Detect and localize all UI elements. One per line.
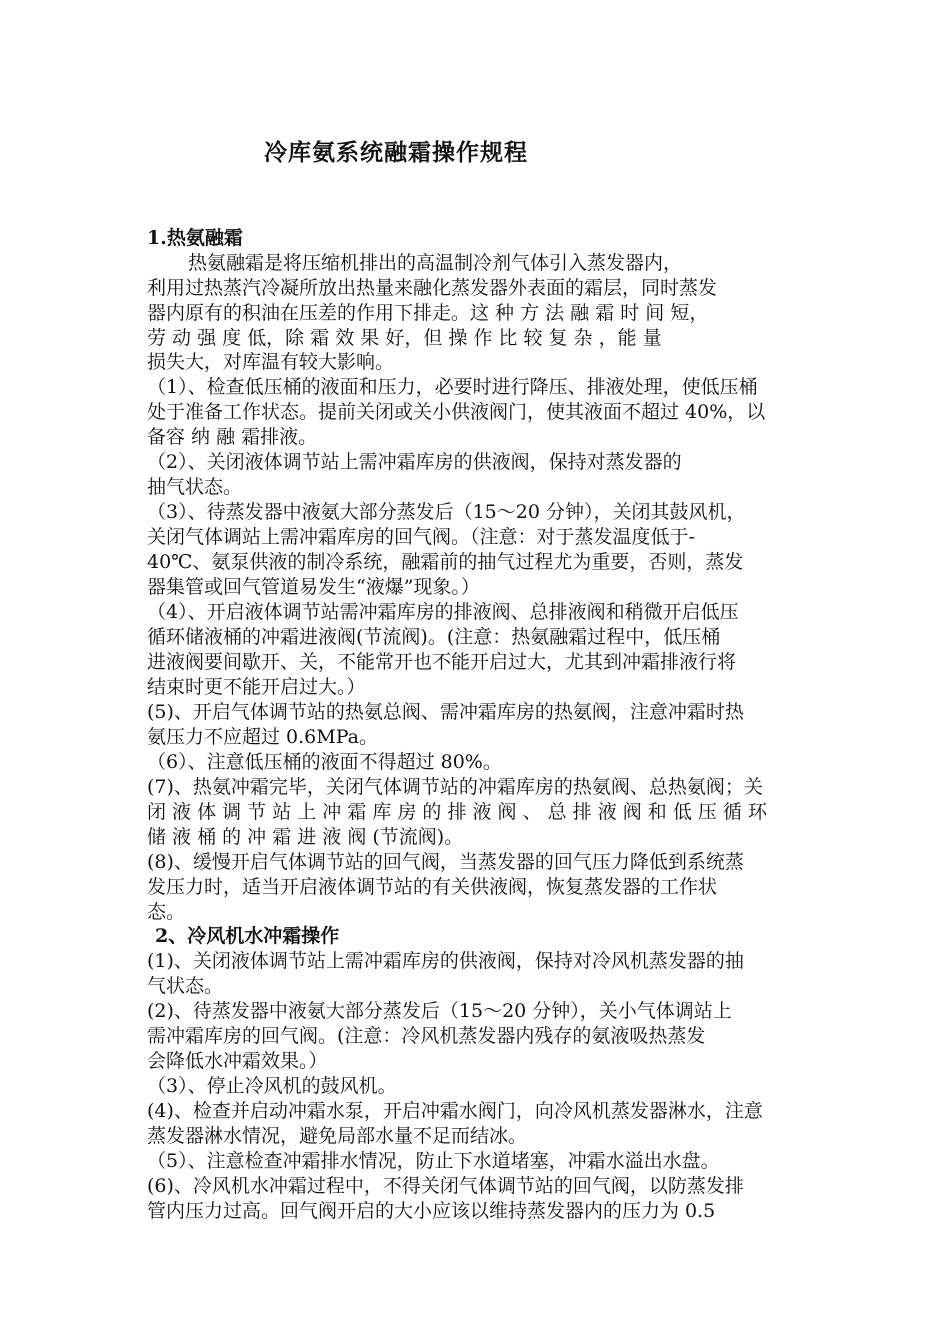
step-line: 会降低水冲霜效果。）	[147, 1050, 328, 1072]
step-line: 氨压力不应超过 0.6MPa。	[147, 726, 378, 748]
step-line: (6)、冷风机水冲霜过程中，不得关闭气体调节站的回气阀，以防蒸发排	[147, 1175, 744, 1197]
step-line: （3）、待蒸发器中液氨大部分蒸发后（15～20 分钟），关闭其鼓风机，	[147, 501, 746, 523]
step-line: 40℃、氨泵供液的制冷系统，融霜前的抽气过程尤为重要，否则，蒸发	[147, 551, 744, 573]
step-line: 蒸发器淋水情况，避免局部水量不足而结冰。	[147, 1125, 528, 1147]
step-line: 结束时更不能开启过大。）	[147, 676, 366, 698]
intro-line: 器内原有的积油在压差的作用下排走。这 种 方 法 融 霜 时 间 短，	[147, 302, 709, 324]
section-heading-hot-ammonia: 1.热氨融霜	[147, 227, 243, 249]
step-line: （6）、注意低压桶的液面不得超过 80%。	[147, 751, 502, 773]
step-line: (8)、缓慢开启气体调节站的回气阀，当蒸发器的回气压力降低到系统蒸	[147, 851, 744, 873]
step-line: 备容 纳 融 霜排液。	[147, 426, 318, 448]
step-line: 抽气状态。	[147, 476, 243, 498]
intro-line: 热氨融霜是将压缩机排出的高温制冷剂气体引入蒸发器内，	[188, 252, 683, 274]
step-line: 需冲霜库房的回气阀。(注意：冷风机蒸发器内残存的氨液吸热蒸发	[147, 1025, 706, 1047]
section-heading-water-defrost: 2、冷风机水冲霜操作	[155, 925, 340, 947]
document-title: 冷库氨系统融霜操作规程	[264, 139, 528, 166]
step-line: 循环储液桶的冲霜进液阀(节流阀)。(注意：热氨融霜过程中，低压桶	[147, 626, 721, 648]
step-line: 气状态。	[147, 975, 224, 997]
step-line: (7)、热氨冲霜完毕，关闭气体调节站的冲霜库房的热氨阀、总热氨阀；关	[147, 776, 763, 798]
step-line: （2）、关闭液体调节站上需冲霜库房的供液阀，保持对蒸发器的	[147, 451, 682, 473]
step-line: 发压力时，适当开启液体调节站的有关供液阀，恢复蒸发器的工作状	[147, 876, 718, 898]
step-line: 进液阀要间歇开、关，不能常开也不能开启过大，尤其到冲霜排液行将	[147, 651, 737, 673]
intro-line: 劳 动 强 度 低，除 霜 效 果 好，但 操 作 比 较 复 杂 ，能 量	[147, 327, 662, 349]
step-line: 关闭气体调站上需冲霜库房的回气阀。（注意：对于蒸发温度低于-	[147, 526, 695, 548]
step-line: 态。	[147, 901, 186, 923]
step-line: （5）、注意检查冲霜排水情况，防止下水道堵塞，冲霜水溢出水盘。	[147, 1150, 720, 1172]
step-line: （4）、开启液体调节站需冲霜库房的排液阀、总排液阀和稍微开启低压	[147, 601, 739, 623]
step-line: (5)、开启气体调节站的热氨总阀、需冲霜库房的热氨阀，注意冲霜时热	[147, 701, 744, 723]
step-line: （3）、停止冷风机的鼓风机。	[147, 1075, 397, 1097]
step-line: 储 液 桶 的 冲 霜 进 液 阀 (节流阀)。	[147, 826, 464, 848]
step-line: 管内压力过高。回气阀开启的大小应该以维持蒸发器内的压力为 0.5	[147, 1200, 716, 1222]
intro-line: 损失大，对库温有较大影响。	[147, 351, 395, 373]
step-line: 器集管或回气管道易发生“液爆”现象。）	[147, 576, 480, 598]
step-line: 闭 液 体 调 节 站 上 冲 霜 库 房 的 排 液 阀 、 总 排 液 阀 和 低 压 循 环	[147, 801, 767, 823]
intro-line: 利用过热蒸汽冷凝所放出热量来融化蒸发器外表面的霜层，同时蒸发	[147, 277, 718, 299]
step-line: 处于准备工作状态。提前关闭或关小供液阀门，使其液面不超过 40%，以	[147, 401, 766, 423]
step-line: (1)、关闭液体调节站上需冲霜库房的供液阀，保持对冷风机蒸发器的抽	[147, 950, 744, 972]
step-line: (4)、检查并启动冲霜水泵，开启冲霜水阀门，向冷风机蒸发器淋水，注意	[147, 1100, 763, 1122]
step-line: （1）、检查低压桶的液面和压力，必要时进行降压、排液处理，使低压桶	[147, 376, 758, 398]
step-line: (2)、待蒸发器中液氨大部分蒸发后（15～20 分钟），关小气体调站上	[147, 1000, 732, 1022]
